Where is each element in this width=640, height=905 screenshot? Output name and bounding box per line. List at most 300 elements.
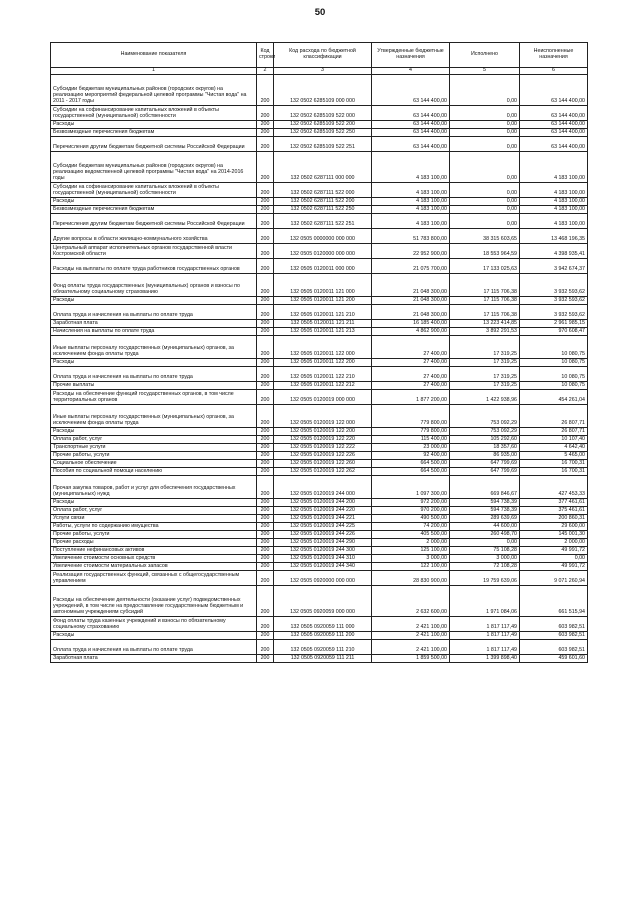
row-line-code-cell: 200 [257, 515, 274, 523]
row-unexecuted-amount-cell: 29 600,00 [520, 523, 588, 531]
row-approved-amount-cell: 21 048 300,00 [372, 274, 450, 297]
row-executed-amount-cell: 647 799,69 [450, 468, 520, 476]
row-line-code-cell: 200 [257, 428, 274, 436]
row-approved-amount-cell: 63 144 400,00 [372, 106, 450, 121]
row-name-cell: Увеличение стоимости основных средств [51, 555, 257, 563]
row-line-code-cell: 200 [257, 547, 274, 555]
table-row [51, 515, 588, 523]
row-unexecuted-amount-cell: 26 807,71 [520, 405, 588, 428]
row-approved-amount-cell: 2 421 100,00 [372, 640, 450, 655]
table-row [51, 539, 588, 547]
table-row [51, 106, 588, 121]
row-line-code-cell: 200 [257, 359, 274, 367]
table-row [51, 428, 588, 436]
row-name-cell: Расходы на обеспечение функций государственных органов, в том числе территориальных органов [51, 390, 257, 405]
row-approved-amount-cell: 27 400,00 [372, 336, 450, 359]
row-approved-amount-cell: 51 783 800,00 [372, 229, 450, 244]
row-name-cell: Начисления на выплаты по оплате труда [51, 328, 257, 336]
row-approved-amount-cell: 779 800,00 [372, 428, 450, 436]
row-executed-amount-cell: 1 817 117,49 [450, 640, 520, 655]
table-row [51, 555, 588, 563]
table-row [51, 137, 588, 152]
row-budget-code-cell: 132 0505 0920059 111 211 [274, 655, 372, 663]
row-line-code-cell: 200 [257, 328, 274, 336]
row-budget-code-cell: 132 0505 0120011 121 213 [274, 328, 372, 336]
column-header-code: Код расхода по бюджетной классификации [274, 43, 372, 68]
row-name-cell: Расходы [51, 499, 257, 507]
table-row [51, 244, 588, 259]
row-approved-amount-cell: 405 500,00 [372, 531, 450, 539]
row-line-code-cell: 200 [257, 320, 274, 328]
row-budget-code-cell: 132 0505 0120019 122 262 [274, 468, 372, 476]
row-executed-amount-cell: 1 399 898,40 [450, 655, 520, 663]
row-approved-amount-cell: 28 830 900,00 [372, 571, 450, 586]
row-budget-code-cell: 132 0502 6285109 522 200 [274, 121, 372, 129]
table-row [51, 460, 588, 468]
row-executed-amount-cell: 17 319,25 [450, 367, 520, 382]
row-name-cell: Перечисления другим бюджетам бюджетной системы Российской Федерации [51, 214, 257, 229]
row-budget-code-cell: 132 0502 6287111 000 000 [274, 152, 372, 183]
row-name-cell: Оплата труда и начисления на выплаты по оплате труда [51, 367, 257, 382]
table-row [51, 586, 588, 617]
row-executed-amount-cell: 19 759 639,06 [450, 571, 520, 586]
row-approved-amount-cell: 4 183 100,00 [372, 206, 450, 214]
row-budget-code-cell: 132 0505 0120011 121 200 [274, 297, 372, 305]
table-row [51, 476, 588, 499]
row-unexecuted-amount-cell: 603 982,51 [520, 632, 588, 640]
row-executed-amount-cell: 669 846,67 [450, 476, 520, 499]
row-line-code-cell: 200 [257, 640, 274, 655]
row-name-cell: Прочие расходы [51, 539, 257, 547]
row-executed-amount-cell: 1 971 084,06 [450, 586, 520, 617]
row-approved-amount-cell: 125 100,00 [372, 547, 450, 555]
row-name-cell: Расходы [51, 297, 257, 305]
row-line-code-cell: 200 [257, 305, 274, 320]
row-name-cell: Прочие работы, услуги [51, 452, 257, 460]
row-budget-code-cell: 132 0505 0120011 121 211 [274, 320, 372, 328]
row-name-cell: Расходы [51, 359, 257, 367]
row-name-cell: Заработная плата [51, 320, 257, 328]
row-budget-code-cell: 132 0505 0920059 000 000 [274, 586, 372, 617]
table-row [51, 336, 588, 359]
row-approved-amount-cell: 63 144 400,00 [372, 137, 450, 152]
row-unexecuted-amount-cell: 4 183 100,00 [520, 152, 588, 183]
row-approved-amount-cell: 2 421 100,00 [372, 617, 450, 632]
row-executed-amount-cell: 38 315 603,65 [450, 229, 520, 244]
page-number: 50 [314, 7, 326, 18]
row-approved-amount-cell: 21 048 300,00 [372, 297, 450, 305]
row-name-cell: Субсидии на софинансирование капитальных вложений в объекты государственной (муниципальной) собственности [51, 183, 257, 198]
row-executed-amount-cell: 18 357,60 [450, 444, 520, 452]
row-approved-amount-cell: 16 185 400,00 [372, 320, 450, 328]
row-unexecuted-amount-cell: 10 107,40 [520, 436, 588, 444]
row-line-code-cell: 200 [257, 405, 274, 428]
row-budget-code-cell: 132 0505 0120019 244 221 [274, 515, 372, 523]
row-budget-code-cell: 132 0505 0120019 244 225 [274, 523, 372, 531]
row-line-code-cell: 200 [257, 555, 274, 563]
row-approved-amount-cell: 970 200,00 [372, 507, 450, 515]
row-unexecuted-amount-cell: 5 465,00 [520, 452, 588, 460]
row-line-code-cell: 200 [257, 499, 274, 507]
row-approved-amount-cell: 664 500,00 [372, 460, 450, 468]
column-header-approved: Утвержденные бюджетные назначения [372, 43, 450, 68]
row-budget-code-cell: 132 0505 0120019 000 000 [274, 390, 372, 405]
row-name-cell: Субсидии бюджетам муниципальных районов (городских округов) на реализацию ведомственной целевой программы "Чистая вода" на 2014-2016 годы [51, 152, 257, 183]
row-executed-amount-cell: 647 799,69 [450, 460, 520, 468]
row-executed-amount-cell: 17 319,25 [450, 359, 520, 367]
row-name-cell: Иные выплаты персоналу государственных (муниципальных) органов, за исключением фонда оплаты труда [51, 336, 257, 359]
row-unexecuted-amount-cell: 4 183 100,00 [520, 214, 588, 229]
row-unexecuted-amount-cell: 63 144 400,00 [520, 129, 588, 137]
row-name-cell: Оплата труда и начисления на выплаты по оплате труда [51, 305, 257, 320]
row-approved-amount-cell: 2 000,00 [372, 539, 450, 547]
column-number: 6 [520, 68, 588, 75]
table-row [51, 436, 588, 444]
row-name-cell: Расходы [51, 428, 257, 436]
row-unexecuted-amount-cell: 2 000,00 [520, 539, 588, 547]
row-approved-amount-cell: 779 800,00 [372, 405, 450, 428]
budget-execution-table [50, 42, 588, 663]
row-name-cell: Увеличение стоимости материальных запасов [51, 563, 257, 571]
row-line-code-cell: 200 [257, 632, 274, 640]
row-unexecuted-amount-cell: 63 144 400,00 [520, 75, 588, 106]
row-budget-code-cell: 132 0502 6287111 522 251 [274, 214, 372, 229]
row-executed-amount-cell: 0,00 [450, 75, 520, 106]
row-unexecuted-amount-cell: 10 080,75 [520, 359, 588, 367]
row-unexecuted-amount-cell: 603 982,51 [520, 617, 588, 632]
table-row [51, 547, 588, 555]
row-name-cell: Расходы на обеспечение деятельности (оказание услуг) подведомственных учреждений, в том числе на предоставление государственным бюджетным и автономным учреждениям субсидий [51, 586, 257, 617]
column-header-executed: Исполнено [450, 43, 520, 68]
row-approved-amount-cell: 3 000,00 [372, 555, 450, 563]
row-unexecuted-amount-cell: 63 144 400,00 [520, 137, 588, 152]
row-approved-amount-cell: 63 144 400,00 [372, 121, 450, 129]
table-row [51, 523, 588, 531]
row-line-code-cell: 200 [257, 183, 274, 198]
row-unexecuted-amount-cell: 3 942 674,37 [520, 259, 588, 274]
row-budget-code-cell: 132 0505 0120019 122 000 [274, 405, 372, 428]
column-number: 2 [257, 68, 274, 75]
table-row [51, 359, 588, 367]
row-approved-amount-cell: 4 862 900,00 [372, 328, 450, 336]
row-line-code-cell: 200 [257, 336, 274, 359]
row-name-cell: Фонд оплаты труда казенных учреждений и взносы по обязательному социальному страхованию [51, 617, 257, 632]
row-line-code-cell: 200 [257, 244, 274, 259]
row-executed-amount-cell: 86 935,00 [450, 452, 520, 460]
table-row [51, 382, 588, 390]
row-budget-code-cell: 132 0505 0120019 122 220 [274, 436, 372, 444]
row-approved-amount-cell: 1 097 300,00 [372, 476, 450, 499]
table-row [51, 367, 588, 382]
row-budget-code-cell: 132 0505 0120019 122 226 [274, 452, 372, 460]
row-budget-code-cell: 132 0505 0120019 122 222 [274, 444, 372, 452]
row-budget-code-cell: 132 0505 0120000 000 000 [274, 244, 372, 259]
row-executed-amount-cell: 105 292,60 [450, 436, 520, 444]
row-executed-amount-cell: 0,00 [450, 539, 520, 547]
header-row [51, 43, 588, 68]
column-number: 3 [274, 68, 372, 75]
table-row [51, 229, 588, 244]
row-unexecuted-amount-cell: 10 080,75 [520, 367, 588, 382]
row-budget-code-cell: 132 0505 0120019 244 310 [274, 555, 372, 563]
row-line-code-cell: 200 [257, 152, 274, 183]
column-header-name: Наименование показателя [51, 43, 257, 68]
row-line-code-cell: 200 [257, 297, 274, 305]
row-budget-code-cell: 132 0502 6287111 522 200 [274, 198, 372, 206]
row-approved-amount-cell: 122 100,00 [372, 563, 450, 571]
row-budget-code-cell: 132 0505 0120019 244 290 [274, 539, 372, 547]
row-executed-amount-cell: 3 892 291,53 [450, 328, 520, 336]
column-number: 4 [372, 68, 450, 75]
row-name-cell: Расходы [51, 632, 257, 640]
row-approved-amount-cell: 1 859 500,00 [372, 655, 450, 663]
row-executed-amount-cell: 18 553 964,59 [450, 244, 520, 259]
table-row [51, 198, 588, 206]
row-executed-amount-cell: 0,00 [450, 152, 520, 183]
row-approved-amount-cell: 21 075 700,00 [372, 259, 450, 274]
column-number: 5 [450, 68, 520, 75]
row-budget-code-cell: 132 0505 0120011 122 200 [274, 359, 372, 367]
table-row [51, 206, 588, 214]
row-line-code-cell: 200 [257, 137, 274, 152]
row-unexecuted-amount-cell: 26 807,71 [520, 428, 588, 436]
table-row [51, 121, 588, 129]
row-unexecuted-amount-cell: 970 608,47 [520, 328, 588, 336]
row-unexecuted-amount-cell: 200 860,31 [520, 515, 588, 523]
row-name-cell: Перечисления другим бюджетам бюджетной системы Российской Федерации [51, 137, 257, 152]
table-row [51, 507, 588, 515]
row-approved-amount-cell: 4 183 100,00 [372, 214, 450, 229]
table-row [51, 152, 588, 183]
row-budget-code-cell: 132 0502 6285109 522 250 [274, 129, 372, 137]
row-executed-amount-cell: 1 422 938,96 [450, 390, 520, 405]
row-executed-amount-cell: 0,00 [450, 183, 520, 198]
row-line-code-cell: 200 [257, 206, 274, 214]
table-row [51, 571, 588, 586]
row-budget-code-cell: 132 0505 0120011 121 210 [274, 305, 372, 320]
row-line-code-cell: 200 [257, 259, 274, 274]
table-row [51, 617, 588, 632]
row-line-code-cell: 200 [257, 563, 274, 571]
row-line-code-cell: 200 [257, 198, 274, 206]
row-approved-amount-cell: 490 500,00 [372, 515, 450, 523]
row-executed-amount-cell: 1 817 117,49 [450, 632, 520, 640]
row-unexecuted-amount-cell: 63 144 400,00 [520, 106, 588, 121]
table-row [51, 183, 588, 198]
row-name-cell: Безвозмездные перечисления бюджетам [51, 129, 257, 137]
row-approved-amount-cell: 21 048 300,00 [372, 305, 450, 320]
row-name-cell: Услуги связи [51, 515, 257, 523]
row-unexecuted-amount-cell: 3 932 593,62 [520, 297, 588, 305]
row-approved-amount-cell: 4 183 100,00 [372, 152, 450, 183]
row-line-code-cell: 200 [257, 507, 274, 515]
table-row [51, 563, 588, 571]
row-unexecuted-amount-cell: 0,00 [520, 555, 588, 563]
row-name-cell: Пособия по социальной помощи населению [51, 468, 257, 476]
row-budget-code-cell: 132 0505 0120011 121 000 [274, 274, 372, 297]
row-executed-amount-cell: 289 639,69 [450, 515, 520, 523]
row-executed-amount-cell: 260 498,70 [450, 531, 520, 539]
row-unexecuted-amount-cell: 10 080,75 [520, 336, 588, 359]
row-line-code-cell: 200 [257, 539, 274, 547]
row-budget-code-cell: 132 0505 0120011 000 000 [274, 259, 372, 274]
row-unexecuted-amount-cell: 13 468 196,35 [520, 229, 588, 244]
table-row [51, 75, 588, 106]
row-name-cell: Другие вопросы в области жилищно-коммунального хозяйства [51, 229, 257, 244]
row-budget-code-cell: 132 0505 0120019 122 260 [274, 460, 372, 468]
table-row [51, 214, 588, 229]
row-unexecuted-amount-cell: 4 183 100,00 [520, 206, 588, 214]
row-executed-amount-cell: 594 738,39 [450, 499, 520, 507]
row-approved-amount-cell: 1 877 200,00 [372, 390, 450, 405]
row-unexecuted-amount-cell: 145 001,30 [520, 531, 588, 539]
row-budget-code-cell: 132 0505 0120019 244 340 [274, 563, 372, 571]
row-executed-amount-cell: 753 092,29 [450, 428, 520, 436]
row-executed-amount-cell: 0,00 [450, 121, 520, 129]
row-budget-code-cell: 132 0502 6285109 000 000 [274, 75, 372, 106]
row-name-cell: Расходы [51, 198, 257, 206]
row-approved-amount-cell: 2 632 600,00 [372, 586, 450, 617]
row-unexecuted-amount-cell: 16 700,31 [520, 468, 588, 476]
row-name-cell: Работы, услуги по содержанию имущества [51, 523, 257, 531]
row-name-cell: Оплата работ, услуг [51, 436, 257, 444]
row-unexecuted-amount-cell: 63 144 400,00 [520, 121, 588, 129]
row-approved-amount-cell: 4 183 100,00 [372, 198, 450, 206]
row-name-cell: Прочие выплаты [51, 382, 257, 390]
row-budget-code-cell: 132 0505 0120019 244 220 [274, 507, 372, 515]
row-name-cell: Субсидии на софинансирование капитальных вложений в объекты государственной (муниципальной) собственности [51, 106, 257, 121]
row-line-code-cell: 200 [257, 617, 274, 632]
row-unexecuted-amount-cell: 2 961 985,15 [520, 320, 588, 328]
row-line-code-cell: 200 [257, 106, 274, 121]
row-name-cell: Оплата труда и начисления на выплаты по оплате труда [51, 640, 257, 655]
row-line-code-cell: 200 [257, 655, 274, 663]
row-executed-amount-cell: 0,00 [450, 198, 520, 206]
table-row [51, 390, 588, 405]
row-unexecuted-amount-cell: 459 601,60 [520, 655, 588, 663]
row-budget-code-cell: 132 0505 0120019 122 200 [274, 428, 372, 436]
row-approved-amount-cell: 2 421 100,00 [372, 632, 450, 640]
row-budget-code-cell: 132 0505 0920059 111 000 [274, 617, 372, 632]
row-line-code-cell: 200 [257, 390, 274, 405]
row-budget-code-cell: 132 0505 0120019 244 226 [274, 531, 372, 539]
row-budget-code-cell: 132 0505 0120019 244 200 [274, 499, 372, 507]
row-executed-amount-cell: 0,00 [450, 137, 520, 152]
row-executed-amount-cell: 17 115 706,38 [450, 305, 520, 320]
table-row [51, 655, 588, 663]
row-unexecuted-amount-cell: 454 261,04 [520, 390, 588, 405]
table-row [51, 129, 588, 137]
table-row [51, 468, 588, 476]
table-row [51, 531, 588, 539]
row-executed-amount-cell: 72 108,28 [450, 563, 520, 571]
row-name-cell: Иные выплаты персоналу государственных (муниципальных) органов, за исключением фонда оплаты труда [51, 405, 257, 428]
row-name-cell: Реализация государственных функций, связанных с общегосударственным управлением [51, 571, 257, 586]
row-approved-amount-cell: 22 952 900,00 [372, 244, 450, 259]
table-body [51, 75, 588, 663]
row-line-code-cell: 200 [257, 229, 274, 244]
row-name-cell: Транспортные услуги [51, 444, 257, 452]
row-approved-amount-cell: 972 200,00 [372, 499, 450, 507]
table-row [51, 297, 588, 305]
row-line-code-cell: 200 [257, 468, 274, 476]
column-number: 1 [51, 68, 257, 75]
row-unexecuted-amount-cell: 3 932 593,62 [520, 305, 588, 320]
row-line-code-cell: 200 [257, 571, 274, 586]
row-name-cell: Безвозмездные перечисления бюджетам [51, 206, 257, 214]
row-budget-code-cell: 132 0505 0920059 111 200 [274, 632, 372, 640]
row-line-code-cell: 200 [257, 452, 274, 460]
row-budget-code-cell: 132 0502 6285109 522 251 [274, 137, 372, 152]
row-executed-amount-cell: 17 319,25 [450, 382, 520, 390]
row-unexecuted-amount-cell: 4 183 100,00 [520, 183, 588, 198]
row-approved-amount-cell: 23 000,00 [372, 444, 450, 452]
row-name-cell: Заработная плата [51, 655, 257, 663]
row-approved-amount-cell: 63 144 400,00 [372, 75, 450, 106]
table-row [51, 328, 588, 336]
row-approved-amount-cell: 4 183 100,00 [372, 183, 450, 198]
row-line-code-cell: 200 [257, 367, 274, 382]
row-approved-amount-cell: 74 200,00 [372, 523, 450, 531]
row-executed-amount-cell: 0,00 [450, 214, 520, 229]
table-row [51, 640, 588, 655]
row-executed-amount-cell: 75 108,28 [450, 547, 520, 555]
row-line-code-cell: 200 [257, 444, 274, 452]
column-header-unexecuted: Неисполненные назначения [520, 43, 588, 68]
row-name-cell: Прочая закупка товаров, работ и услуг для обеспечения государственных (муниципальных) нужд [51, 476, 257, 499]
row-name-cell: Расходы на выплаты по оплате труда работников государственных органов [51, 259, 257, 274]
row-name-cell: Центральный аппарат исполнительных органов государственной власти Костромской области [51, 244, 257, 259]
row-budget-code-cell: 132 0505 0000000 000 000 [274, 229, 372, 244]
row-executed-amount-cell: 13 223 414,85 [450, 320, 520, 328]
row-unexecuted-amount-cell: 10 080,75 [520, 382, 588, 390]
row-executed-amount-cell: 1 817 117,49 [450, 617, 520, 632]
table-row [51, 305, 588, 320]
row-budget-code-cell: 132 0505 0120019 244 300 [274, 547, 372, 555]
row-approved-amount-cell: 92 400,00 [372, 452, 450, 460]
row-unexecuted-amount-cell: 377 461,61 [520, 499, 588, 507]
row-unexecuted-amount-cell: 9 071 260,94 [520, 571, 588, 586]
row-unexecuted-amount-cell: 4 183 100,00 [520, 198, 588, 206]
row-unexecuted-amount-cell: 4 642,40 [520, 444, 588, 452]
table-row [51, 259, 588, 274]
row-unexecuted-amount-cell: 49 991,72 [520, 547, 588, 555]
row-name-cell: Фонд оплаты труда государственных (муниципальных) органов и взносы по обязательному социальному страхованию [51, 274, 257, 297]
table-row [51, 444, 588, 452]
row-executed-amount-cell: 44 600,00 [450, 523, 520, 531]
column-header-line: Код строки [257, 43, 274, 68]
row-unexecuted-amount-cell: 3 932 593,62 [520, 274, 588, 297]
row-budget-code-cell: 132 0502 6285109 522 000 [274, 106, 372, 121]
table-row [51, 452, 588, 460]
row-unexecuted-amount-cell: 375 461,61 [520, 507, 588, 515]
row-executed-amount-cell: 17 319,25 [450, 336, 520, 359]
row-unexecuted-amount-cell: 427 453,33 [520, 476, 588, 499]
row-executed-amount-cell: 0,00 [450, 129, 520, 137]
row-line-code-cell: 200 [257, 531, 274, 539]
row-executed-amount-cell: 0,00 [450, 206, 520, 214]
row-name-cell: Расходы [51, 121, 257, 129]
row-budget-code-cell: 132 0505 0120011 122 212 [274, 382, 372, 390]
row-line-code-cell: 200 [257, 274, 274, 297]
row-line-code-cell: 200 [257, 214, 274, 229]
row-name-cell: Социальное обеспечение [51, 460, 257, 468]
table-row [51, 405, 588, 428]
row-executed-amount-cell: 753 092,29 [450, 405, 520, 428]
row-approved-amount-cell: 664 500,00 [372, 468, 450, 476]
row-executed-amount-cell: 17 133 025,63 [450, 259, 520, 274]
row-executed-amount-cell: 17 115 706,38 [450, 274, 520, 297]
